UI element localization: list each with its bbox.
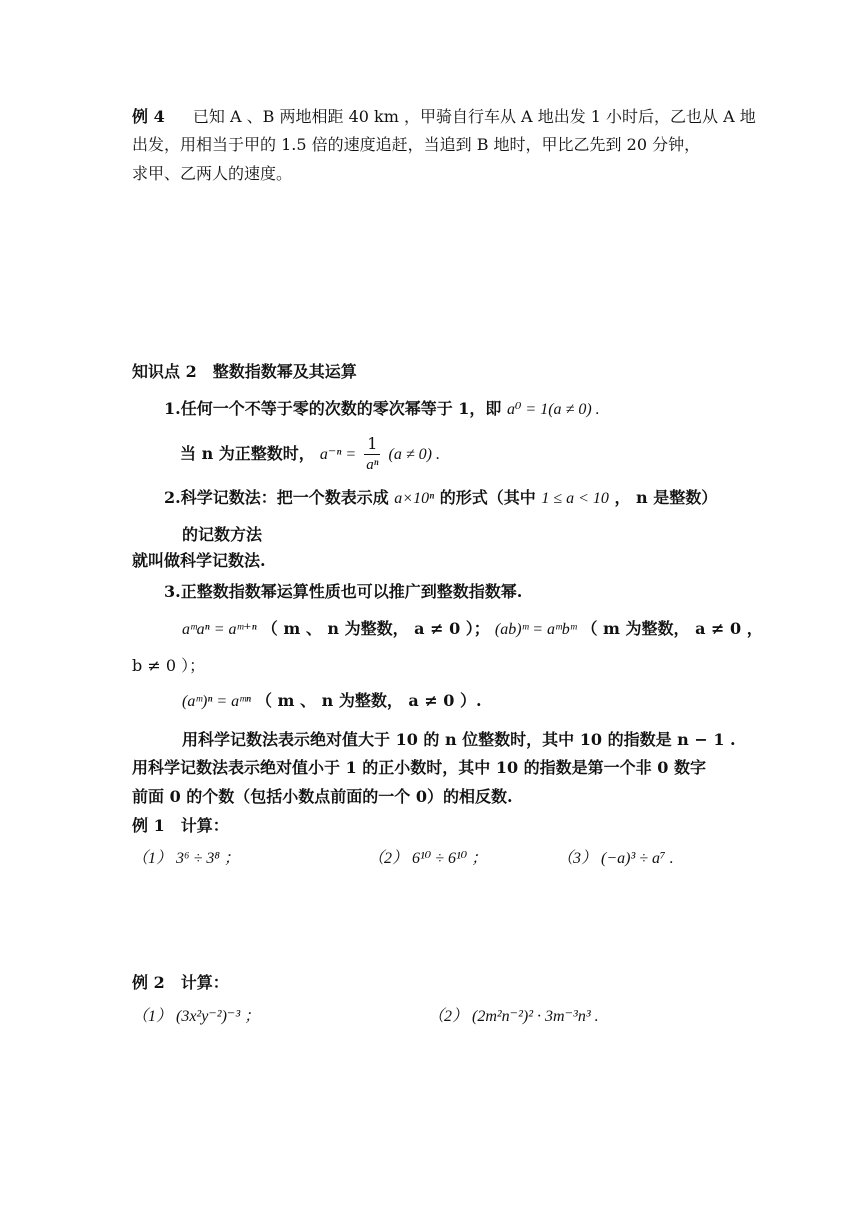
product-rule: aᵐaⁿ = aᵐ⁺ⁿ — [182, 621, 257, 638]
rule-3-line2: b ≠ 0 ）； — [132, 656, 206, 675]
rule-3: 3.正整数指数幂运算性质也可以推广到整数指数幂. — [164, 582, 523, 601]
rule-2-text-c: ， n 是整数） — [614, 488, 718, 507]
power-of-power-rule: (aᵐ)ⁿ = aᵐⁿ — [182, 693, 251, 710]
rule-2-condition: 1 ≤ a < 10 — [541, 490, 609, 507]
fraction-numerator: 1 — [364, 434, 380, 455]
rule-1 — [164, 398, 600, 421]
knowledge-title: 知识点 2 整数指数幂及其运算 — [132, 362, 357, 381]
example1-item-1: （1） 3⁶ ÷ 3⁸ ； — [132, 850, 240, 867]
power-of-product-rule: (ab)ᵐ = aᵐbᵐ — [494, 621, 577, 638]
rule-2-text-b: 的形式（其中 — [439, 488, 536, 507]
example2-item-2: （2） (2m²n⁻²)² · 3m⁻³n³ . — [428, 1008, 599, 1025]
note-2: 用科学记数法表示绝对值小于 1 的正小数时，其中 10 的指数是第一个非 0 数字 — [132, 758, 706, 777]
note-3: 前面 0 的个数（包括小数点前面的一个 0）的相反数. — [132, 787, 513, 806]
negative-exp-condition: (a ≠ 0) . — [388, 446, 440, 463]
product-rule-note: （ m 、 n 为整数， a ≠ 0 ）； — [261, 619, 490, 638]
rule-1-negative — [180, 434, 440, 475]
note-1: 用科学记数法表示绝对值大于 10 的 n 位整数时，其中 10 的指数是 n − 1 . — [182, 730, 736, 749]
fraction — [364, 434, 380, 475]
example4-text-1: 已知 A 、B 两地相距 40 km ，甲骑自行车从 A 地出发 1 小时后，乙也从 A 地 — [192, 107, 756, 126]
rule-1-sub-text: 当 n 为正整数时， — [180, 444, 315, 463]
power-of-power-note: （ m 、 n 为整数， a ≠ 0 ）. — [255, 691, 482, 710]
power-of-product-note: （ m 为整数， a ≠ 0 ， — [581, 619, 763, 638]
example1-item-3: （3） (−a)³ ÷ a⁷ . — [557, 850, 674, 867]
example1-item-2: （2） 6¹⁰ ÷ 6¹⁰ ； — [368, 850, 488, 867]
example4-line3: 求甲、乙两人的速度。 — [132, 164, 293, 183]
example4-label: 例 4 — [132, 107, 165, 126]
negative-exp-lhs: a⁻ⁿ = — [319, 446, 357, 463]
rule-3-line3 — [182, 690, 482, 713]
example1-title: 例 1 计算： — [132, 816, 229, 835]
rule-3-line1 — [182, 618, 763, 641]
example2-item-1: （1） (3x²y⁻²)⁻³ ； — [132, 1008, 261, 1025]
rule-2-text-e: 就叫做科学记数法. — [132, 551, 266, 570]
rule-2-text-a: 2.科学记数法：把一个数表示成 — [164, 488, 389, 507]
fraction-denominator: aⁿ — [366, 457, 379, 473]
rule-1-text: 1.任何一个不等于零的次数的零次幂等于 1，即 — [164, 399, 502, 418]
rule-1-formula: a⁰ = 1(a ≠ 0) . — [507, 401, 600, 418]
example2-title: 例 2 计算： — [132, 973, 229, 992]
example4-line2: 出发，用相当于甲的 1.5 倍的速度追赶，当追到 B 地时，甲比乙先到 20 分钟， — [132, 135, 701, 154]
rule-2 — [164, 487, 717, 510]
rule-2-formula: a×10ⁿ — [394, 490, 435, 507]
example4-line1 — [132, 106, 756, 128]
rule-2-text-d: 的记数方法 — [182, 525, 263, 544]
